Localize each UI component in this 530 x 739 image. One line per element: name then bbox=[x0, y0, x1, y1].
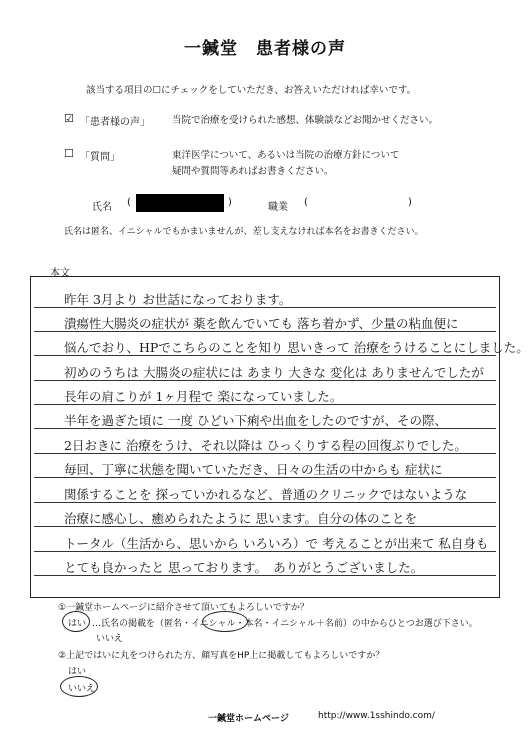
body-line: 悩んでおり、HPでこちらのことを知り 思いきって 治療をうけることにしました。 bbox=[64, 340, 529, 355]
body-line: 毎回、丁寧に状態を聞いていただき、日々の生活の中からも 症状に bbox=[64, 462, 443, 477]
question-1-text: ①一鍼堂ホームページに紹介させて頂いてもよろしいですか？ bbox=[58, 603, 309, 613]
selection-circle bbox=[62, 611, 90, 632]
selection-circle bbox=[60, 676, 98, 697]
body-line: とても良かったと 思っております。 ありがとうございました。 bbox=[64, 560, 424, 575]
body-line: 長年の肩こりが 1ヶ月程で 楽になっていました。 bbox=[64, 389, 343, 404]
question-2-no[interactable]: いいえ bbox=[68, 684, 96, 694]
body-line: 昨年 3月より お世話になっております。 bbox=[64, 292, 292, 307]
question-1-no[interactable]: いいえ bbox=[96, 634, 124, 644]
body-line: 初めのうちは 大腸炎の症状には あまり 大きな 変化は ありませんでしたが bbox=[64, 365, 484, 380]
question-1-yes[interactable]: はい bbox=[68, 619, 87, 629]
body-line: トータル（生活から、思いから いろいろ）で 考えることが出来て 私自身も bbox=[64, 536, 489, 551]
body-line: 潰瘍性大腸炎の症状が 薬を飲んでいても 落ち着かず、少量の粘血便に bbox=[64, 316, 459, 331]
name-open-paren: ( bbox=[127, 197, 131, 208]
name-label: 氏名 bbox=[92, 202, 112, 213]
body-line: 関係することを 探っていかれるなど、普通のクリニックではないような bbox=[64, 487, 468, 502]
job-close-paren: ) bbox=[408, 197, 412, 208]
name-close-paren: ) bbox=[228, 197, 232, 208]
option-desc-question-line1: 東洋医学について、あるいは当院の治療方針について bbox=[172, 150, 400, 161]
job-label: 職業 bbox=[268, 202, 288, 213]
option-label-patient-voice: 「患者様の声」 bbox=[80, 117, 150, 128]
footer-site-name: 一鍼堂ホームページ bbox=[208, 714, 289, 724]
option-desc-question-line2: 疑問や質問等あればお書きください。 bbox=[172, 166, 334, 177]
checkbox-question[interactable]: ☐ bbox=[64, 147, 74, 160]
option-label-question: 「質問」 bbox=[80, 152, 120, 163]
footer-url[interactable]: http://www.1sshindo.com/ bbox=[318, 711, 435, 721]
body-line: 半年を過ぎた頃に 一度 ひどい下痢や出血をしたのですが、その際、 bbox=[64, 413, 447, 428]
body-line: 治療に感心し、癒められたように 思います。自分の体のことを bbox=[64, 511, 417, 526]
option-desc-patient-voice: 当院で治療を受けられた感想、体験談などお聞かせください。 bbox=[172, 115, 439, 126]
question-2-yes[interactable]: はい bbox=[68, 667, 87, 677]
intro-text: 該当する項目の☐にチェックをしていただき、お答えいただければ幸いです。 bbox=[86, 85, 417, 96]
checkbox-patient-voice[interactable]: ☑ bbox=[64, 112, 74, 125]
name-note: 氏名は匿名、イニシャルでもかまいませんが、差し支えなければ本名をお書きください。 bbox=[64, 227, 424, 237]
selection-circle bbox=[202, 611, 248, 632]
body-heading: 本文 bbox=[50, 268, 70, 279]
page-title: 一鍼堂 患者様の声 bbox=[184, 39, 346, 59]
question-2-text: ②上記ではいに丸をつけられた方、顔写真をHP上に掲載してもよろしいですか？ bbox=[58, 651, 385, 661]
question-1-yes-detail: …氏名の掲載を（匿名・イニシャル・本名・イニシャル＋名前）の中からひとつお選び下さい。 bbox=[92, 619, 478, 629]
body-line: 2日おきに 治療をうけ、それ以降は ひっくりする程の回復ぶりでした。 bbox=[64, 438, 467, 453]
redacted-name bbox=[136, 194, 224, 212]
job-open-paren: ( bbox=[304, 197, 308, 208]
